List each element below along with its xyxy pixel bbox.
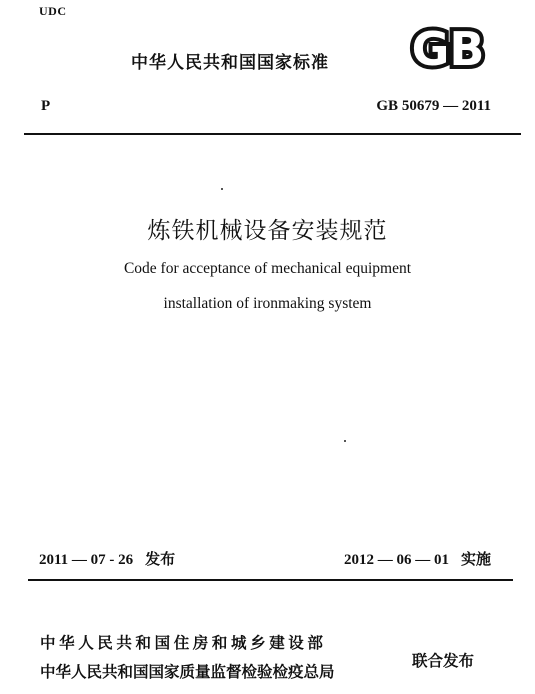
standard-number: GB 50679 — 2011 bbox=[376, 98, 491, 114]
scan-speck bbox=[344, 440, 346, 442]
implement-date-block bbox=[344, 548, 491, 569]
top-divider bbox=[24, 133, 521, 135]
gb-logo bbox=[398, 18, 498, 74]
title-english-line2: installation of ironmaking system bbox=[163, 295, 372, 312]
issuer-aqsiq: 中华人民共和国国家质量监督检验检疫总局 bbox=[40, 663, 335, 681]
issuer-ministry-housing: 中华人民共和国住房和城乡建设部 bbox=[40, 634, 327, 652]
title-english-line1: Code for acceptance of mechanical equipment bbox=[123, 260, 412, 277]
issue-date: 2011 — 07 - 26 bbox=[39, 552, 134, 568]
implement-label: 实施 bbox=[460, 550, 491, 568]
udc-label: UDC bbox=[39, 4, 67, 18]
national-standard-heading: 中华人民共和国国家标准 bbox=[131, 53, 329, 73]
joint-issue-label: 联合发布 bbox=[412, 652, 475, 670]
gb-logo-text: GB bbox=[411, 22, 485, 74]
scan-speck bbox=[221, 188, 223, 190]
title-chinese: 炼铁机械设备安装规范 bbox=[147, 218, 388, 244]
implement-date: 2012 — 06 — 01 bbox=[343, 552, 449, 568]
issue-date-block bbox=[39, 548, 175, 569]
bottom-divider bbox=[28, 579, 513, 581]
issue-label: 发布 bbox=[145, 550, 176, 568]
category-code: P bbox=[41, 98, 51, 114]
